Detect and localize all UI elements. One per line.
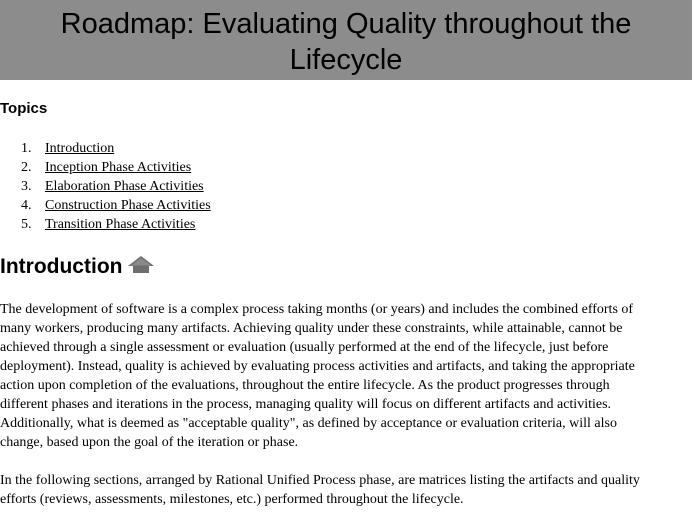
paragraph-line: action upon completion of the evaluations, throughout the entire lifecycle. As the product progresses through [0,378,610,393]
paragraph-line: Additionally, what is deemed as "acceptable quality", as defined by acceptance or evaluation criteria, will also [0,416,617,431]
page-title-line-2: Lifecycle [289,44,403,76]
list-number: 4. [21,198,32,213]
topic-link-inception[interactable]: Inception Phase Activities [45,160,192,175]
list-number: 5. [21,217,32,232]
page-title [0,0,692,78]
topics-heading: Topics [0,100,48,117]
list-number: 1. [21,141,32,156]
paragraph-line: deployment). Instead, quality is achieved by evaluating process activities and artifacts, and taking the appropriate [0,359,635,374]
paragraph-line: achieved through a single assessment or evaluation (usually performed at the end of the lifecycle, just before [0,340,609,355]
list-item [0,215,211,234]
topic-link-construction[interactable]: Construction Phase Activities [45,198,211,213]
topic-link-transition[interactable]: Transition Phase Activities [45,217,196,232]
introduction-paragraph-1 [0,300,690,452]
paragraph-line: different phases and iterations in the process, managing quality will focus on different artifacts and activities. [0,397,612,412]
topics-list [0,139,211,234]
topic-link-introduction[interactable]: Introduction [45,141,115,156]
list-item [0,177,211,196]
list-item [0,139,211,158]
home-icon[interactable] [127,255,155,283]
list-item [0,158,211,177]
introduction-heading-text: Introduction [0,255,123,278]
page-title-bar [0,0,692,80]
paragraph-line: change, based upon the goal of the iteration or phase. [0,435,299,450]
paragraph-line: many workers, producing many artifacts. Achieving quality under these constraints, while attainable, cannot be [0,321,623,336]
list-item [0,196,211,215]
paragraph-line: In the following sections, arranged by Rational Unified Process phase, are matrices listing the artifacts and quality [0,473,640,488]
page-title-line-1: Roadmap: Evaluating Quality throughout the [60,8,632,40]
list-number: 3. [21,179,32,194]
paragraph-line: efforts (reviews, assessments, milestones, etc.) performed throughout the lifecycle. [0,492,464,507]
list-number: 2. [21,160,32,175]
introduction-heading [0,253,155,283]
paragraph-line: The development of software is a complex process taking months (or years) and includes the combined efforts of [0,302,634,317]
topic-link-elaboration[interactable]: Elaboration Phase Activities [45,179,204,194]
introduction-paragraph-2 [0,471,690,509]
